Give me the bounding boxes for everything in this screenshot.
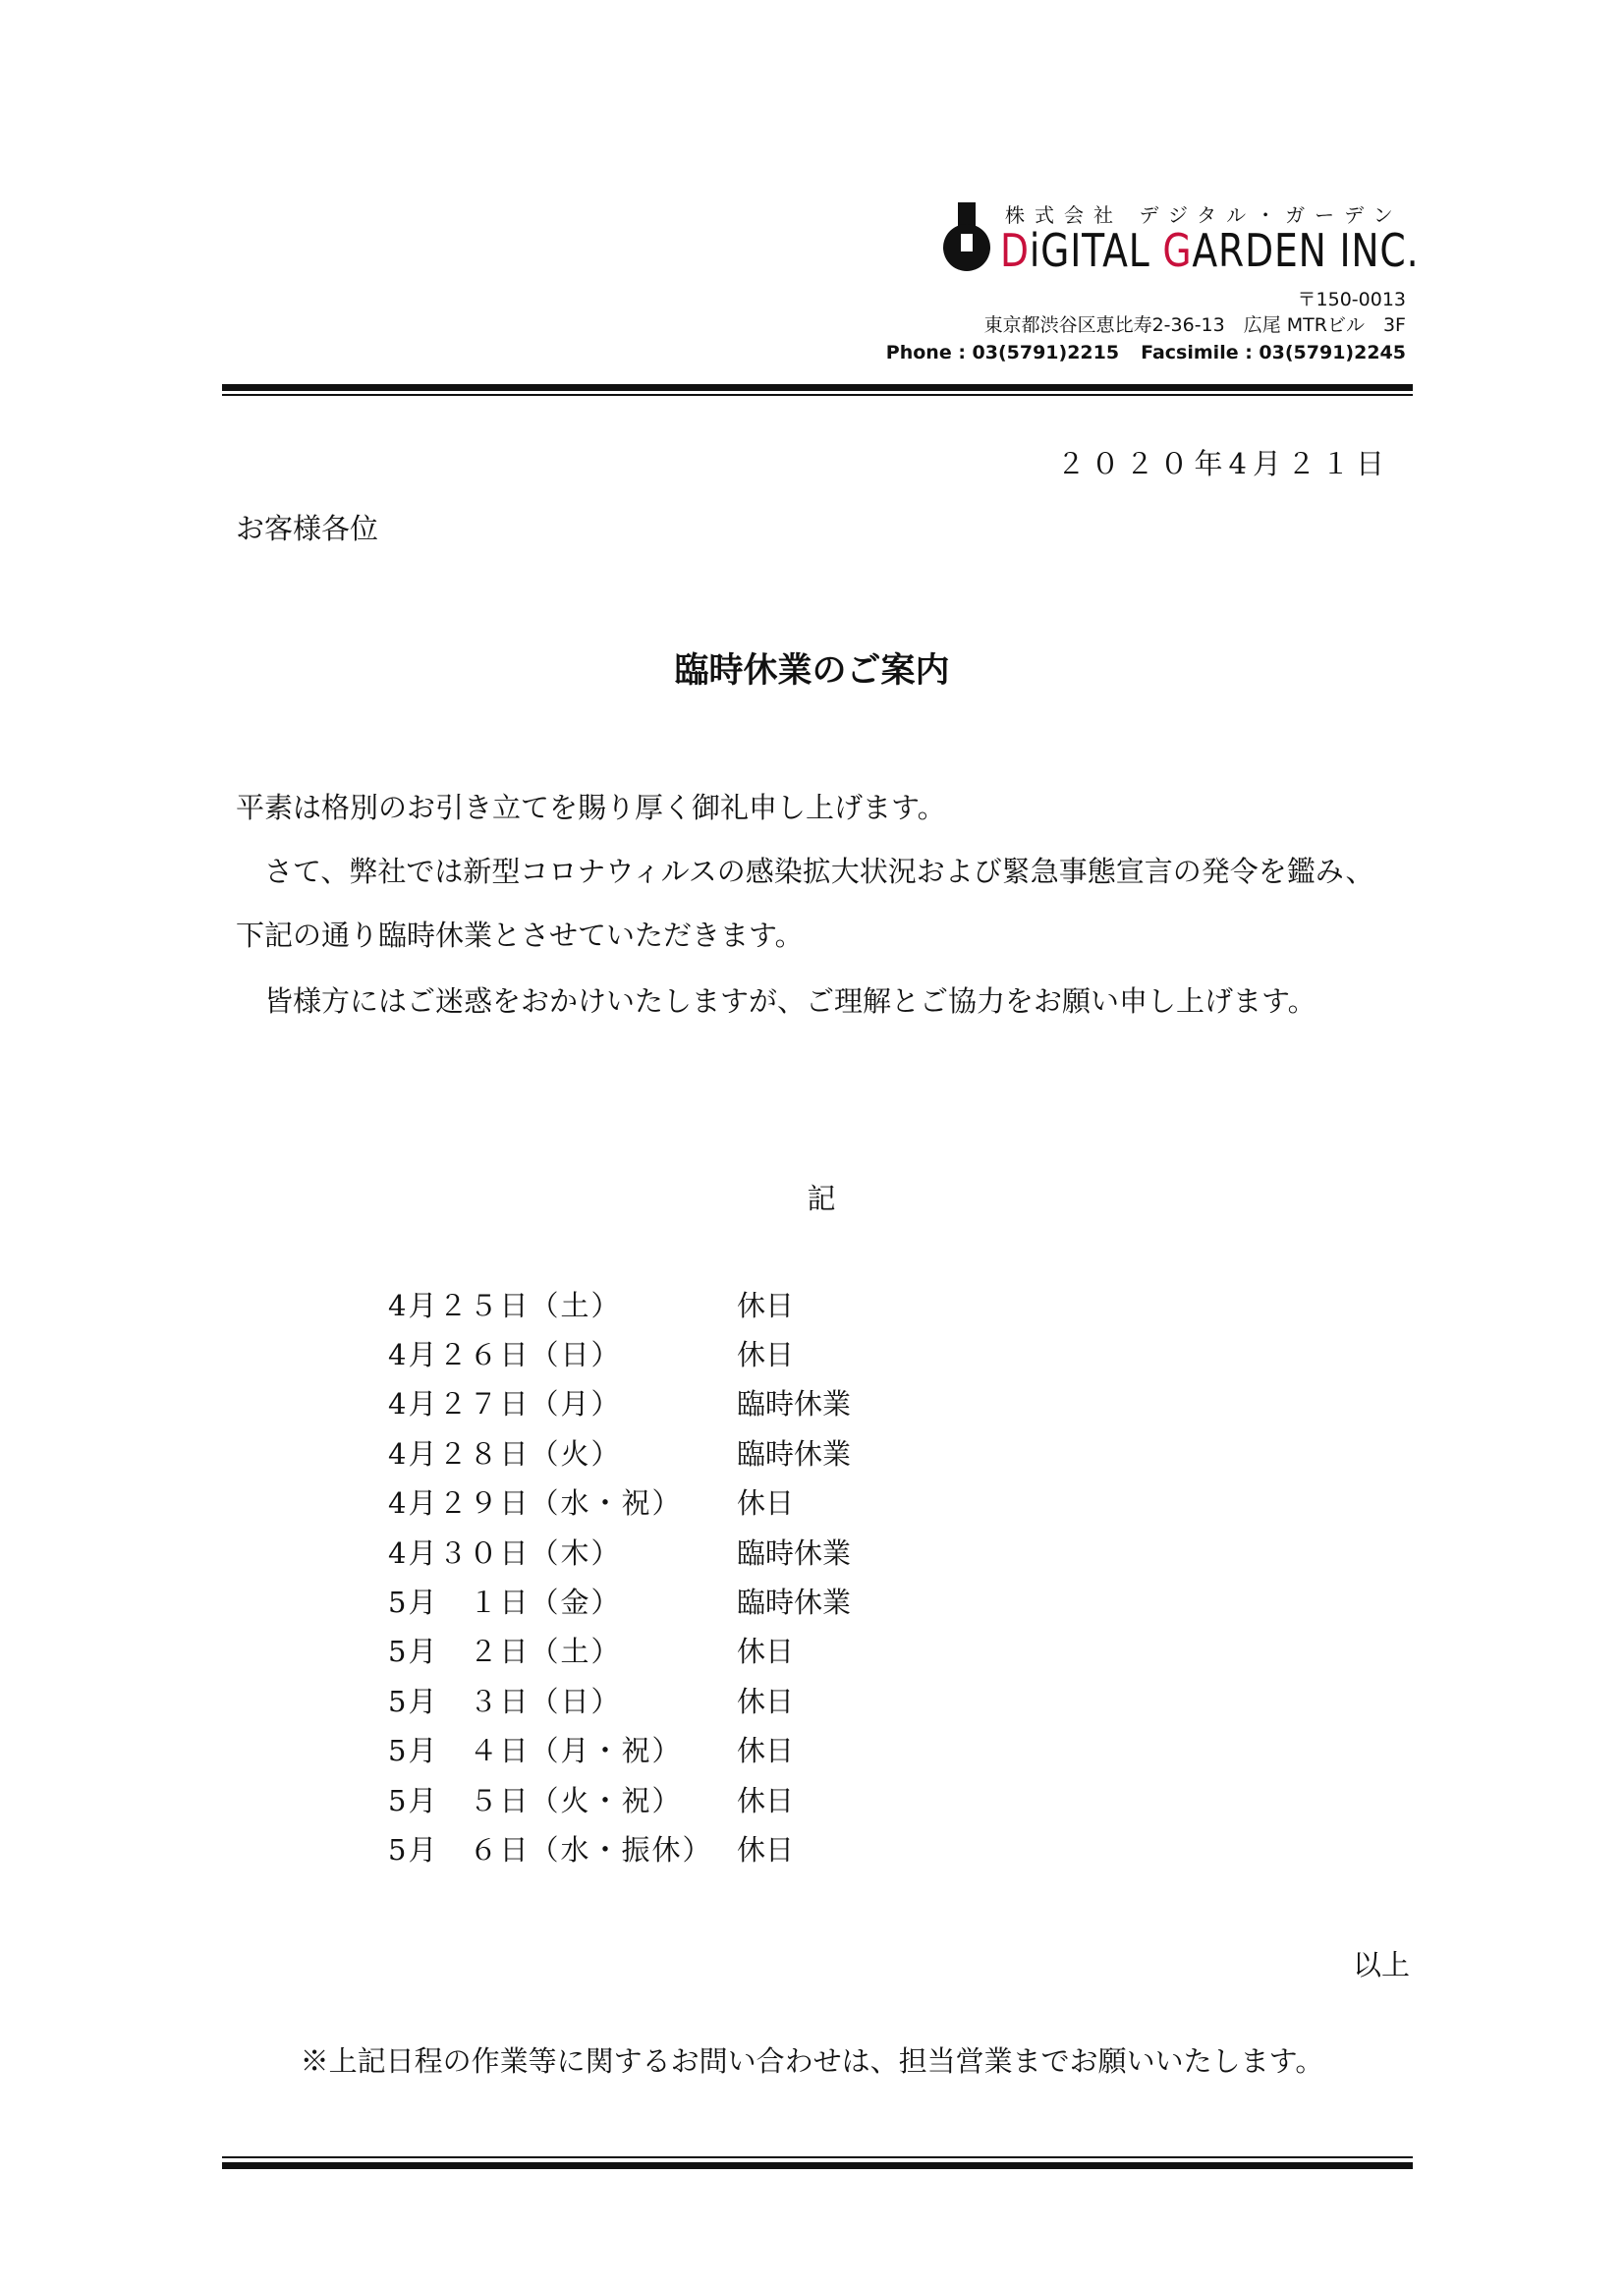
- schedule-row: [388, 1478, 851, 1527]
- schedule-status: 休日: [737, 1288, 795, 1322]
- schedule-row: [388, 1626, 851, 1675]
- schedule-date: 4月２７日（月）: [388, 1387, 622, 1422]
- schedule-row: [388, 1378, 851, 1427]
- schedule-status: 休日: [737, 1486, 795, 1521]
- footer-divider: [222, 2162, 1413, 2169]
- company-name-kana: 株式会社 デジタル・ガーデン: [1005, 203, 1403, 227]
- contact-line: [886, 342, 1406, 363]
- schedule-status: 臨時休業: [737, 1586, 852, 1620]
- schedule-date: 4月２８日（火）: [388, 1436, 622, 1471]
- header-divider-thin: [222, 394, 1413, 396]
- schedule-date: 5月 １日（金）: [388, 1586, 622, 1620]
- fax-number: Facsimile : 03(5791)2245: [1141, 342, 1406, 363]
- schedule-row: [388, 1576, 851, 1625]
- schedule-status: 休日: [737, 1338, 795, 1372]
- inquiry-note: ※上記日程の作業等に関するお問い合わせは、担当営業までお願いいたします。: [300, 2044, 1324, 2078]
- schedule-status: 臨時休業: [737, 1387, 852, 1422]
- closing-mark: 以上: [1352, 1948, 1410, 1981]
- schedule-date: 5月 ３日（日）: [388, 1684, 622, 1718]
- body-paragraph: さて、弊社では新型コロナウィルスの感染拡大状況および緊急事態宣言の発令を鑑み、: [236, 855, 1374, 888]
- schedule-status: 休日: [737, 1684, 795, 1718]
- schedule-row: [388, 1823, 851, 1872]
- phone-number: Phone : 03(5791)2215: [885, 342, 1120, 363]
- schedule-row: [388, 1675, 851, 1724]
- schedule-row: [388, 1725, 851, 1774]
- company-logo-icon: [941, 202, 992, 273]
- body-paragraph: 平素は格別のお引き立てを賜り厚く御礼申し上げます。: [236, 791, 946, 824]
- schedule-date: 4月３０日（木）: [388, 1535, 622, 1570]
- body-paragraph: 下記の通り臨時休業とさせていただきます。: [236, 919, 804, 952]
- schedule-date: 5月 ２日（土）: [388, 1635, 622, 1669]
- document-date: ２０２０年4月２１日: [1056, 447, 1390, 480]
- document-title: 臨時休業のご案内: [674, 650, 950, 691]
- company-logo-text: DiGITAL GARDEN INC.: [1000, 224, 1420, 277]
- closure-schedule: [388, 1279, 851, 1873]
- schedule-status: 臨時休業: [737, 1535, 852, 1570]
- schedule-row: [388, 1427, 851, 1477]
- header-divider: [222, 384, 1413, 391]
- schedule-row: [388, 1527, 851, 1576]
- salutation: お客様各位: [236, 512, 379, 545]
- ki-heading: 記: [807, 1182, 836, 1215]
- schedule-date: 4月２６日（日）: [388, 1338, 622, 1372]
- schedule-status: 休日: [737, 1635, 795, 1669]
- schedule-row: [388, 1279, 851, 1328]
- schedule-status: 臨時休業: [737, 1436, 852, 1471]
- schedule-row: [388, 1774, 851, 1823]
- schedule-date: 4月２５日（土）: [388, 1288, 622, 1322]
- schedule-date: 5月 ４日（月・祝）: [388, 1734, 683, 1768]
- body-paragraph: 皆様方にはご迷惑をおかけいたしますが、ご理解とご協力をお願い申し上げます。: [236, 984, 1316, 1018]
- schedule-row: [388, 1328, 851, 1377]
- schedule-status: 休日: [737, 1832, 795, 1867]
- schedule-date: 4月２９日（水・祝）: [388, 1486, 683, 1521]
- company-address: 東京都渋谷区恵比寿2-36-13 広尾 MTRビル 3F: [983, 314, 1406, 336]
- schedule-status: 休日: [737, 1734, 795, 1768]
- schedule-date: 5月 ６日（水・振休）: [388, 1832, 713, 1867]
- postal-code: 〒150-0013: [1297, 289, 1406, 310]
- footer-divider-thin: [222, 2156, 1413, 2158]
- schedule-status: 休日: [737, 1783, 795, 1817]
- schedule-date: 5月 ５日（火・祝）: [388, 1783, 683, 1817]
